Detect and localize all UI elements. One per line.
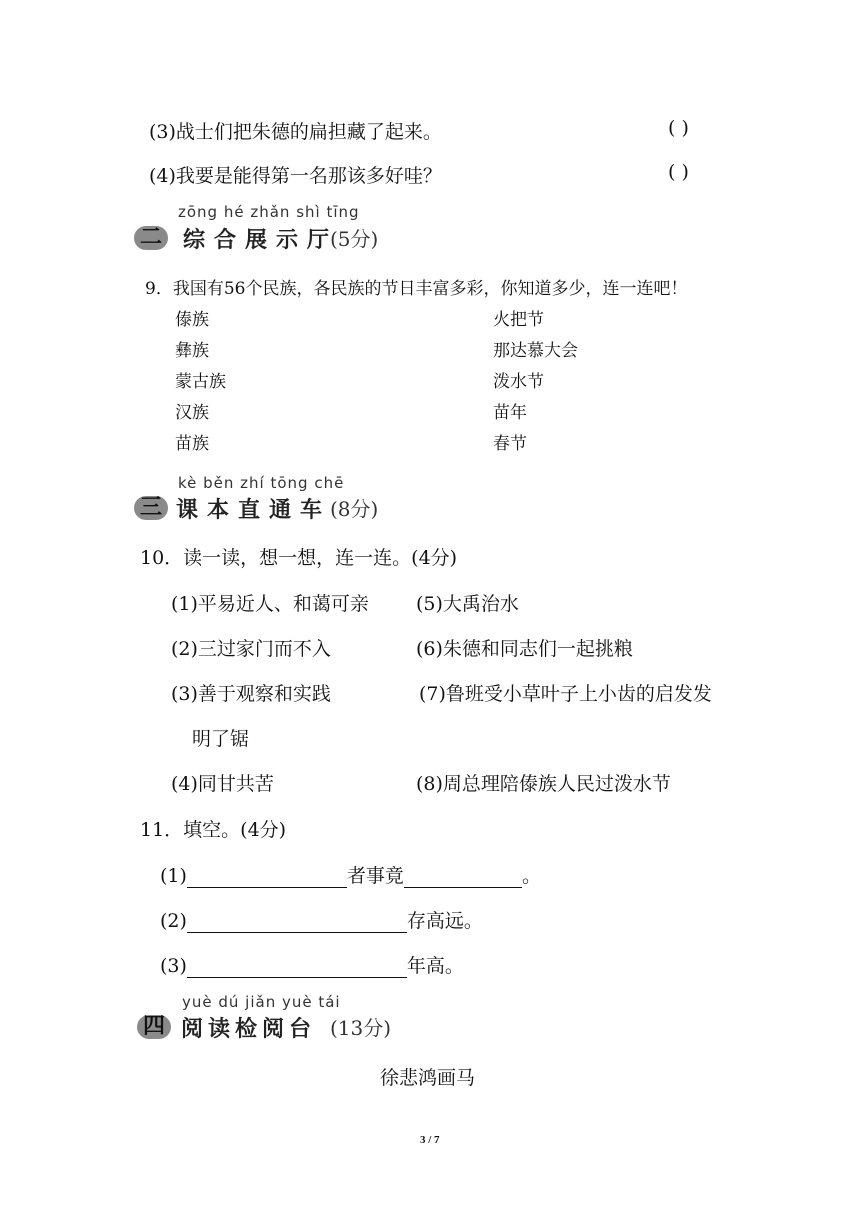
section-2-title: 综合展示厅 [183, 228, 339, 253]
section-4-number: 四 [137, 1015, 171, 1039]
match-left-item: (4)同甘共苦 [171, 773, 274, 795]
answer-blank[interactable] [187, 912, 407, 933]
answer-paren-4: ( ) [668, 161, 689, 183]
fill-blank-text: 存高远。 [406, 910, 483, 932]
question-11-prompt: 11．填空。(4分) [140, 819, 287, 841]
ethnic-group: 蒙古族 [175, 372, 226, 392]
fill-blank-text: 者事竟 [346, 865, 404, 887]
answer-blank[interactable] [187, 867, 347, 888]
match-right-item: (6)朱德和同志们一起挑粮 [416, 638, 633, 660]
festival: 那达慕大会 [493, 341, 578, 361]
match-left-item: (1)平易近人、和蔼可亲 [171, 593, 369, 615]
section-3-pinyin: kè běn zhí tōng chē [178, 474, 345, 492]
fill-blank-line-2 [160, 906, 483, 933]
match-right-item: (8)周总理陪傣族人民过泼水节 [416, 773, 671, 795]
match-right-item-continuation: 明了锯 [192, 728, 250, 750]
ethnic-group: 汉族 [175, 403, 209, 423]
section-3-number: 三 [134, 496, 168, 520]
festival: 苗年 [493, 403, 527, 423]
match-right-item: (5)大禹治水 [416, 593, 519, 615]
fill-blank-line-3 [160, 951, 464, 978]
fill-blank-text: 。 [521, 865, 541, 887]
section-2-score: (5分) [330, 227, 379, 251]
section-4-score: (13分) [330, 1016, 392, 1040]
answer-blank[interactable] [404, 867, 522, 888]
question-8-item-4: (4)我要是能得第一名那该多好哇？ [149, 165, 442, 187]
question-9-prompt: 9．我国有56个民族，各民族的节日丰富多彩，你知道多少，连一连吧！ [145, 279, 688, 299]
section-3-score: (8分) [330, 497, 379, 521]
fill-blank-line-1 [160, 861, 541, 888]
festival: 泼水节 [493, 372, 544, 392]
match-left-item: (2)三过家门而不入 [171, 638, 331, 660]
section-4-pinyin: yuè dú jiǎn yuè tái [182, 993, 341, 1011]
section-2-pinyin: zōng hé zhǎn shì tīng [178, 203, 360, 221]
answer-paren-3: ( ) [668, 117, 689, 139]
fill-blank-label: (2) [160, 910, 187, 932]
match-right-item: (7)鲁班受小草叶子上小齿的启发发 [419, 683, 712, 705]
article-title: 徐悲鸿画马 [380, 1067, 476, 1089]
fill-blank-text: 年高。 [406, 955, 464, 977]
ethnic-group: 彝族 [175, 341, 209, 361]
section-2-number: 二 [134, 226, 168, 250]
question-10-prompt: 10．读一读，想一想，连一连。(4分) [140, 547, 458, 569]
festival: 火把节 [493, 310, 544, 330]
section-4-title: 阅读检阅台 [181, 1017, 317, 1042]
section-3-title: 课本直通车 [176, 498, 332, 523]
question-8-item-3: (3)战士们把朱德的扁担藏了起来。 [149, 121, 442, 143]
answer-blank[interactable] [187, 957, 407, 978]
ethnic-group: 苗族 [175, 434, 209, 454]
fill-blank-label: (1) [160, 865, 187, 887]
match-left-item: (3)善于观察和实践 [171, 683, 331, 705]
fill-blank-label: (3) [160, 955, 187, 977]
ethnic-group: 傣族 [175, 310, 209, 330]
page-number: 3 / 7 [420, 1134, 440, 1146]
festival: 春节 [493, 434, 527, 454]
